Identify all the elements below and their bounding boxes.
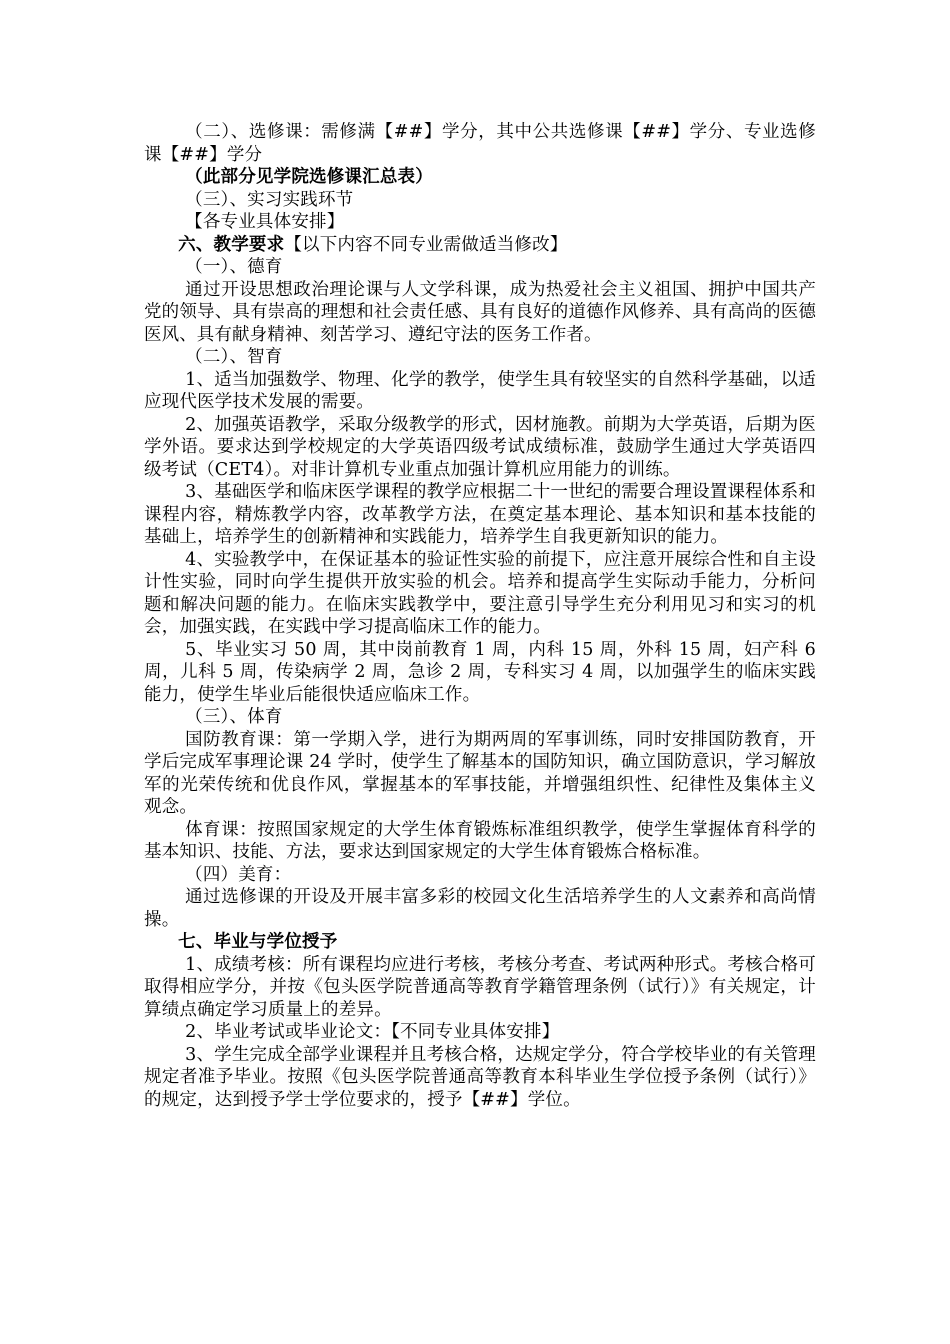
aesthetic-heading: （四）美育： [185,864,292,885]
intellectual-item-3: 3、基础医学和临床医学课程的教学应根据二十一世纪的需要合理设置课程体系和课程内容，精炼教学内容，改革教学方法，在奠定基本理论、基本知识和基本技能的基础上，培养学生的创新精神和实践能力，培养学生自我更新知识的能力。 [144,482,816,547]
section-6-title: 六、教学要求 [178,234,285,255]
intellectual-item-4: 4、实验教学中，在保证基本的验证性实验的前提下，应注意开展综合性和自主设计性实验，同时向学生提供开放实验的机会。培养和提高学生实际动手能力，分析问题和解决问题的能力。在临床实践教学中，要注意引导学生充分利用见习和实习的机会，加强实践，在实践中学习提高临床工作的能力。 [144,549,816,637]
elective-note: （此部分见学院选修课汇总表） [185,167,433,187]
aesthetic-paragraph: 通过选修课的开设及开展丰富多彩的校园文化生活培养学生的人文素养和高尚情操。 [144,887,816,930]
practice-heading: （三）、实习实践环节 [185,189,354,210]
elective-paragraph: （二）、选修课：需修满【##】学分，其中公共选修课【##】学分、专业选修课【##】学分 [144,122,816,165]
intellectual-item-5: 5、毕业实习 50 周，其中岗前教育 1 周，内科 15 周，外科 15 周，妇产科 6 周，儿科 5 周，传染病学 2 周，急诊 2 周，专科实习 4 周，以加强学生的临床实践能力，使学生毕业后能很快适应临床工作。 [144,639,816,705]
sports-paragraph: 体育课：按照国家规定的大学生体育锻炼标准组织教学，使学生掌握体育科学的基本知识、技能、方法，要求达到国家规定的大学生体育锻炼合格标准。 [144,819,816,862]
graduation-item-1: 1、成绩考核：所有课程均应进行考核，考核分考查、考试两种形式。考核合格可取得相应学分，并按《包头医学院普通高等教育学籍管理条例（试行）》有关规定，计算绩点确定学习质量上的差异。 [144,954,816,1020]
intellectual-item-1: 1、适当加强数学、物理、化学的教学，使学生具有较坚实的自然科学基础，以适应现代医学技术发展的需要。 [144,369,816,412]
moral-heading: （一）、德育 [185,257,283,277]
practice-note: 【各专业具体安排】 [185,212,345,232]
section-6-heading [144,234,816,257]
moral-paragraph: 通过开设思想政治理论课与人文学科课，成为热爱社会主义祖国、拥护中国共产党的领导、具有崇高的理想和社会责任感、具有良好的道德作风修养、具有高尚的医德医风、具有献身精神、刻苦学习、遵纪守法的医务工作者。 [144,279,816,345]
pe-heading: （三）、体育 [185,707,283,727]
defense-education-paragraph: 国防教育课：第一学期入学，进行为期两周的军事训练，同时安排国防教育，开学后完成军事理论课 24 学时，使学生了解基本的国防知识，确立国防意识，学习解放军的光荣传统和优良作风，掌握基本的军事技能，并增强组织性、纪律性及集体主义观念。 [144,729,816,817]
intellectual-heading: （二）、智育 [185,347,283,367]
section-7-heading: 七、毕业与学位授予 [178,932,338,952]
graduation-item-2: 2、毕业考试或毕业论文：【不同专业具体安排】 [185,1022,560,1042]
intellectual-item-2: 2、加强英语教学，采取分级教学的形式，因材施教。前期为大学英语，后期为医学外语。要求达到学校规定的大学英语四级考试成绩标准，鼓励学生通过大学英语四级考试（CET4）。对非计算机专业重点加强计算机应用能力的训练。 [144,414,816,480]
document-page [144,121,816,1111]
graduation-item-3: 3、学生完成全部学业课程并且考核合格，达规定学分，符合学校毕业的有关管理规定者准予毕业。按照《包头医学院普通高等教育本科毕业生学位授予条例（试行）》的规定，达到授予学士学位要求的，授予【##】学位。 [144,1044,816,1110]
section-6-note: 【以下内容不同专业需做适当修改】 [284,234,568,255]
